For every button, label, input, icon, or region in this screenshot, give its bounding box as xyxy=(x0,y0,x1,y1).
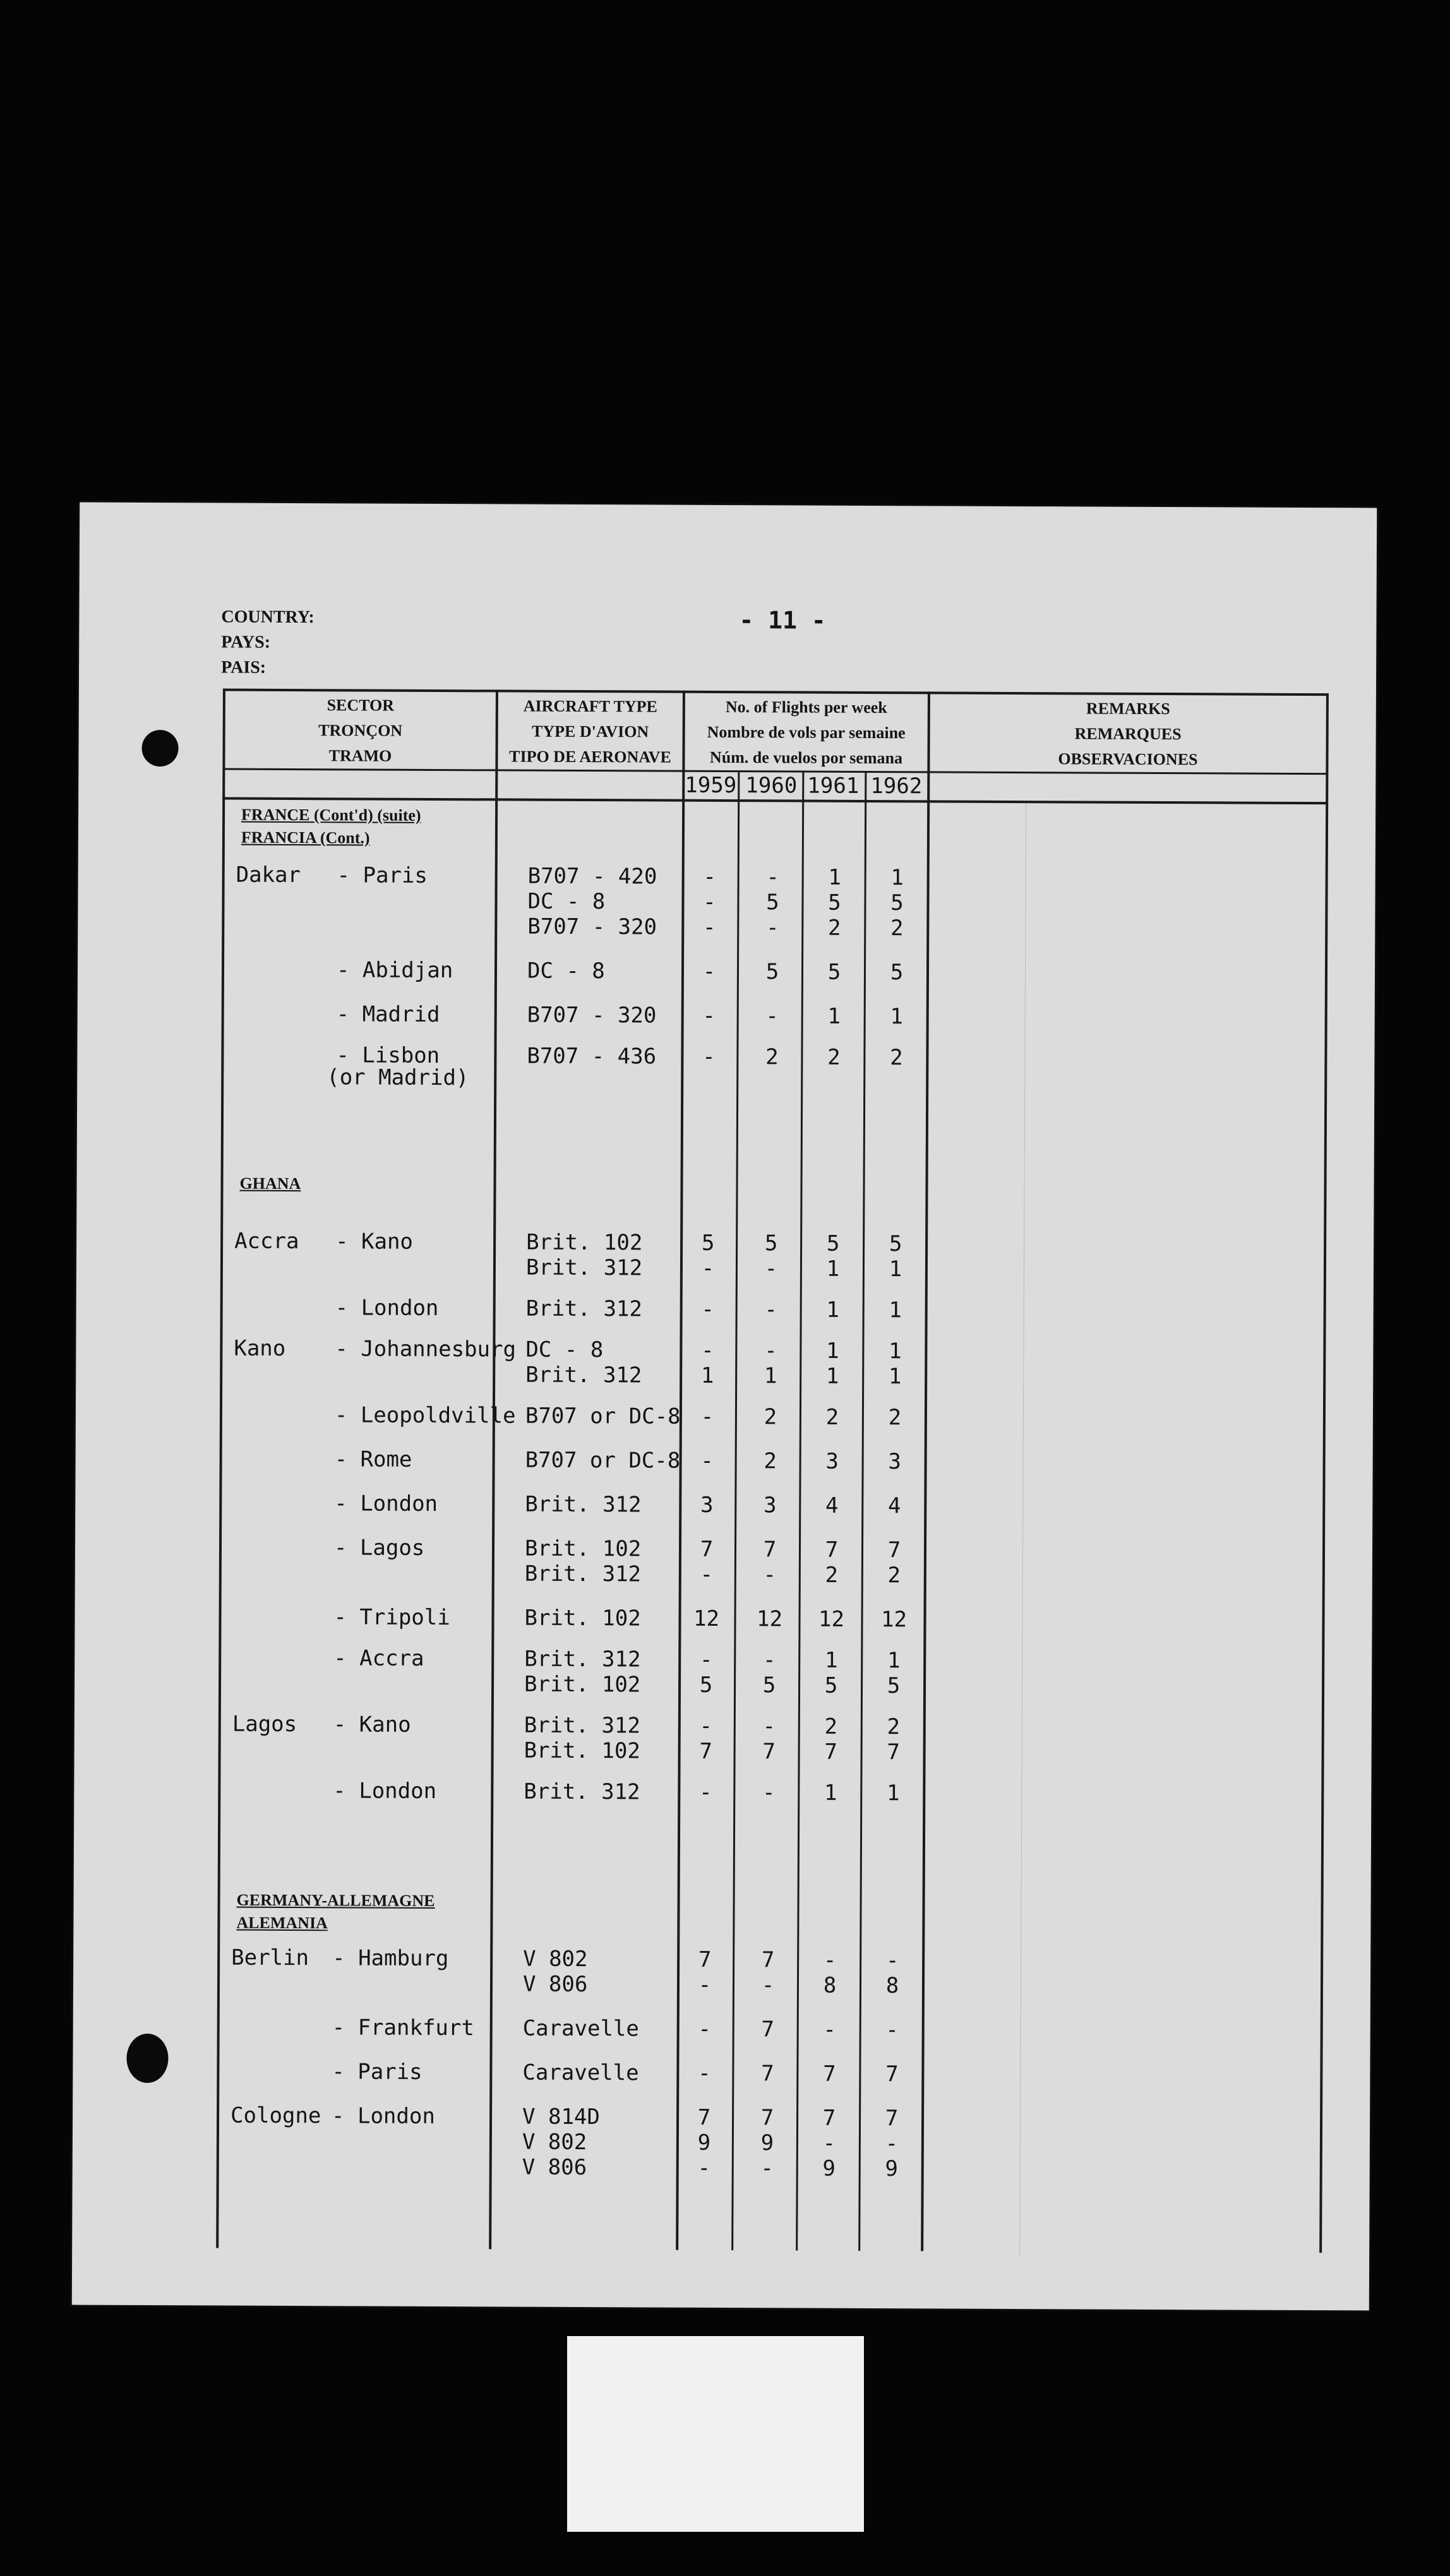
flights-1960: - xyxy=(762,1647,776,1673)
route-destination: (or Madrid) xyxy=(327,1064,469,1091)
route-destination: - Accra xyxy=(333,1645,424,1671)
flights-1960: 9 xyxy=(760,2130,774,2156)
flights-1960: 7 xyxy=(763,1537,777,1563)
aircraft-type: DC - 8 xyxy=(527,958,605,984)
flights-1961: 7 xyxy=(824,1739,837,1765)
flights-1960: - xyxy=(760,2156,774,2181)
document-page xyxy=(72,503,1377,2311)
remarks-header-es: OBSERVACIONES xyxy=(1058,749,1198,769)
route-origin: Cologne xyxy=(231,2102,321,2129)
flights-1962: 2 xyxy=(890,1045,903,1071)
country-label: COUNTRY: xyxy=(221,607,315,628)
year-1960: 1960 xyxy=(745,773,798,799)
flights-1959: 1 xyxy=(700,1363,714,1388)
flights-1961: 2 xyxy=(827,1044,841,1070)
flights-1962: 2 xyxy=(887,1563,901,1589)
route-destination: - Paris xyxy=(337,862,428,888)
flights-1962: 5 xyxy=(890,960,904,986)
flights-1961: 1 xyxy=(824,1647,838,1673)
flights-1962: 7 xyxy=(887,1739,900,1765)
flights-1962: 12 xyxy=(880,1607,908,1633)
flights-1960: 5 xyxy=(765,959,779,985)
aircraft-header-es: TIPO DE AERONAVE xyxy=(509,747,671,766)
flights-1961: 5 xyxy=(828,890,841,915)
flights-1961: 1 xyxy=(826,1297,839,1323)
aircraft-type: Brit. 312 xyxy=(524,1712,641,1739)
flights-1960: - xyxy=(765,1003,779,1029)
section-heading-line: FRANCE (Cont'd) (suite) xyxy=(241,805,421,825)
route-destination: - London xyxy=(333,1778,437,1804)
flights-1962: 1 xyxy=(889,1297,902,1323)
aircraft-type: Brit. 102 xyxy=(526,1229,643,1256)
flights-1959: 7 xyxy=(699,1738,712,1764)
aircraft-type: V 802 xyxy=(522,2129,587,2156)
flights-1962: - xyxy=(885,2131,899,2157)
flights-1960: 7 xyxy=(761,1947,775,1973)
punch-hole-bottom xyxy=(126,2034,168,2083)
flights-1960: - xyxy=(764,1256,778,1282)
flights-1960: 7 xyxy=(762,1739,776,1765)
page-number: - 11 - xyxy=(739,606,826,635)
route-destination: - Kano xyxy=(333,1712,411,1738)
section-france xyxy=(241,804,421,850)
flights-1960: 7 xyxy=(761,2061,774,2087)
flights-1959: - xyxy=(700,1561,714,1587)
flights-1961: 1 xyxy=(826,1338,839,1364)
remarks-header-en: REMARKS xyxy=(1086,699,1170,719)
route-destination: - Hamburg xyxy=(332,1945,449,1972)
aircraft-type: Brit. 312 xyxy=(525,1362,642,1388)
flights-1962: 2 xyxy=(888,1405,902,1431)
flights-1960: 3 xyxy=(763,1493,777,1518)
flights-1960: - xyxy=(761,1972,775,1998)
flights-1961: 1 xyxy=(824,1780,837,1806)
aircraft-type: Brit. 102 xyxy=(524,1738,640,1764)
flights-1961: 1 xyxy=(827,1003,841,1029)
flights-1961: 2 xyxy=(824,1714,838,1739)
aircraft-type: Brit. 102 xyxy=(524,1535,642,1562)
table-sector-divider xyxy=(489,689,498,2249)
route-origin: Dakar xyxy=(236,862,301,888)
flights-1959: - xyxy=(703,889,716,915)
flights-header-en: No. of Flights per week xyxy=(725,697,887,717)
flights-1959: - xyxy=(699,1647,713,1673)
flights-1959: - xyxy=(698,1972,712,1998)
flights-1961: - xyxy=(823,1947,837,1973)
aircraft-type: V 806 xyxy=(522,1971,588,1998)
flights-1959: - xyxy=(698,2060,711,2086)
flights-1961: 5 xyxy=(827,959,841,985)
flights-1959: 7 xyxy=(700,1536,714,1562)
faint-column-line xyxy=(1019,803,1026,2255)
flights-1962: 5 xyxy=(890,890,904,916)
flights-1961: 7 xyxy=(825,1537,839,1563)
flights-1962: 5 xyxy=(889,1231,902,1257)
route-destination: - Abidjan xyxy=(336,957,453,984)
sector-header-es: TRAMO xyxy=(328,746,392,765)
flights-1961: 2 xyxy=(825,1562,839,1588)
flights-1959: 9 xyxy=(697,2130,711,2156)
flights-1961: 9 xyxy=(822,2156,836,2181)
punch-hole-top xyxy=(141,730,178,766)
route-destination: - Frankfurt xyxy=(332,2015,474,2041)
aircraft-type: Brit. 102 xyxy=(524,1605,641,1631)
flights-1962: 7 xyxy=(887,1537,901,1563)
flights-1962: 9 xyxy=(885,2156,899,2182)
section-heading-line: GHANA xyxy=(239,1174,301,1193)
flights-header-es: Núm. de vuelos por semana xyxy=(709,748,903,768)
flights-1961: - xyxy=(822,2130,836,2156)
aircraft-type: DC - 8 xyxy=(525,1337,604,1363)
route-destination: - Madrid xyxy=(336,1001,440,1028)
route-origin: Lagos xyxy=(232,1711,297,1738)
flights-1959: 5 xyxy=(699,1672,713,1698)
flights-1962: - xyxy=(885,1948,899,1974)
remarks-header-fr: REMARQUES xyxy=(1074,724,1182,744)
flights-1962: 5 xyxy=(887,1673,901,1699)
flights-1960: 5 xyxy=(764,1231,778,1256)
aircraft-type: Brit. 312 xyxy=(525,1255,643,1281)
aircraft-type: B707 or DC-8 xyxy=(525,1403,681,1429)
pais-label: PAIS: xyxy=(221,657,267,677)
flights-1961: 2 xyxy=(827,915,841,941)
route-destination: - Paris xyxy=(332,2059,422,2085)
aircraft-type: Caravelle xyxy=(522,2015,640,2042)
sector-header xyxy=(225,693,496,770)
aircraft-type: B707 - 320 xyxy=(527,1002,657,1029)
flights-1962: 1 xyxy=(889,1256,902,1282)
flights-1960: - xyxy=(763,1562,777,1588)
aircraft-type: Brit. 312 xyxy=(524,1779,640,1805)
flights-1961: 4 xyxy=(825,1493,839,1518)
table-right-border xyxy=(1319,693,1329,2253)
flights-1960: 2 xyxy=(765,1044,779,1070)
route-origin: Accra xyxy=(234,1228,299,1255)
flights-1962: 3 xyxy=(888,1449,901,1475)
route-destination: - Kano xyxy=(335,1229,414,1255)
flights-1961: 7 xyxy=(823,2061,836,2087)
flights-1960: - xyxy=(764,1338,777,1364)
flights-1961: 1 xyxy=(826,1256,840,1282)
flights-1959: - xyxy=(703,864,716,890)
aircraft-type: B707 - 320 xyxy=(527,914,657,940)
flights-1959: - xyxy=(700,1404,714,1429)
year-1962: 1962 xyxy=(870,773,923,799)
flights-1959: - xyxy=(700,1448,714,1474)
route-destination: - London xyxy=(335,1295,439,1321)
flights-1960: 5 xyxy=(762,1673,776,1698)
flights-1959: 5 xyxy=(701,1230,715,1256)
year-1959: 1959 xyxy=(685,772,737,799)
remarks-header xyxy=(930,695,1326,773)
flights-1962: 8 xyxy=(885,1973,899,1999)
route-origin: Kano xyxy=(234,1335,286,1361)
route-destination: - Leopoldville xyxy=(334,1402,516,1429)
flights-1960: 2 xyxy=(764,1404,777,1430)
flights-1962: 1 xyxy=(886,1780,900,1806)
flights-1959: 7 xyxy=(698,1947,712,1972)
flights-1962: 2 xyxy=(887,1714,901,1740)
flights-1962: 4 xyxy=(887,1493,901,1519)
flights-1961: 12 xyxy=(818,1606,845,1632)
section-germany xyxy=(236,1889,434,1935)
aircraft-type: V 814D xyxy=(522,2104,601,2130)
aircraft-type: Caravelle xyxy=(522,2060,639,2086)
flights-1960: - xyxy=(762,1714,776,1739)
flights-1959: - xyxy=(701,1337,714,1363)
flights-1961: 5 xyxy=(826,1231,840,1256)
flights-1962: 1 xyxy=(888,1364,902,1390)
aircraft-header-en: AIRCRAFT TYPE xyxy=(523,696,657,716)
flights-1961: 2 xyxy=(825,1404,839,1430)
flights-1959: - xyxy=(701,1296,714,1322)
flights-1959: - xyxy=(702,1044,716,1070)
aircraft-header xyxy=(498,693,683,770)
route-destination: - Tripoli xyxy=(333,1604,450,1631)
flights-1960: - xyxy=(766,864,779,890)
year-1961: 1961 xyxy=(807,773,860,799)
aircraft-type: Brit. 312 xyxy=(524,1561,642,1587)
flights-1962: 1 xyxy=(887,1648,901,1674)
flights-1959: - xyxy=(702,914,716,940)
paper-slip xyxy=(567,2336,864,2532)
aircraft-type: Brit. 312 xyxy=(525,1296,642,1322)
section-heading-line: FRANCIA (Cont.) xyxy=(241,828,370,847)
flights-1959: 7 xyxy=(697,2104,711,2130)
sector-header-fr: TRONÇON xyxy=(318,721,403,740)
aircraft-type: Brit. 312 xyxy=(524,1646,641,1673)
flights-1959: - xyxy=(701,1255,715,1281)
route-destination: - Lagos xyxy=(333,1535,425,1561)
flights-1960: 5 xyxy=(766,890,779,915)
flights-1959: - xyxy=(702,958,716,984)
aircraft-type: V 802 xyxy=(523,1946,588,1972)
flights-1959: 3 xyxy=(700,1492,714,1518)
sector-header-en: SECTOR xyxy=(327,696,395,715)
flights-1962: 2 xyxy=(890,915,904,941)
flights-1962: - xyxy=(885,2017,899,2043)
flights-1961: 7 xyxy=(822,2105,836,2131)
table-left-border xyxy=(216,689,225,2248)
flights-1961: 8 xyxy=(823,1972,837,1998)
flights-1962: 7 xyxy=(885,2061,899,2087)
flights-1959: - xyxy=(697,2155,711,2181)
route-destination: - London xyxy=(332,2103,435,2130)
flights-1961: 1 xyxy=(825,1363,839,1389)
flights-1961: - xyxy=(823,2017,837,2042)
section-ghana xyxy=(239,1172,301,1195)
flights-1962: 7 xyxy=(885,2106,899,2132)
aircraft-type: DC - 8 xyxy=(527,888,606,915)
flights-1961: 1 xyxy=(828,864,841,890)
flights-1960: - xyxy=(765,915,779,941)
flights-1960: 1 xyxy=(764,1363,777,1389)
route-destination: - London xyxy=(334,1491,438,1517)
route-origin: Berlin xyxy=(231,1945,309,1971)
flights-1962: 1 xyxy=(890,865,904,891)
flights-1959: - xyxy=(698,2016,712,2042)
aircraft-type: V 806 xyxy=(522,2154,587,2181)
flights-1962: 1 xyxy=(890,1004,904,1030)
flights-1960: 2 xyxy=(764,1448,777,1474)
flights-1959: 12 xyxy=(693,1606,720,1631)
route-destination: - Lisbon xyxy=(336,1042,440,1069)
aircraft-type: Brit. 102 xyxy=(524,1671,641,1698)
section-heading-line: ALEMANIA xyxy=(236,1913,328,1933)
aircraft-type: Brit. 312 xyxy=(525,1491,642,1518)
flights-1960: 12 xyxy=(756,1606,783,1632)
flights-header xyxy=(685,695,928,772)
flights-header-fr: Nombre de vols par semaine xyxy=(707,722,906,742)
route-destination: - Rome xyxy=(334,1446,412,1472)
route-destination: - Johannesburg xyxy=(335,1336,517,1363)
flights-1959: - xyxy=(698,1779,712,1805)
pays-label: PAYS: xyxy=(221,632,271,652)
flights-1962: 1 xyxy=(889,1339,902,1364)
aircraft-header-fr: TYPE D'AVION xyxy=(532,722,649,741)
flights-1960: 7 xyxy=(760,2105,774,2131)
flights-1959: - xyxy=(702,1003,716,1029)
aircraft-type: B707 or DC-8 xyxy=(525,1447,681,1474)
aircraft-type: B707 - 420 xyxy=(527,863,657,890)
section-heading-line: GERMANY-ALLEMAGNE xyxy=(236,1890,435,1911)
flights-1959: - xyxy=(699,1713,713,1739)
flights-1960: - xyxy=(764,1297,777,1323)
aircraft-type: B707 - 436 xyxy=(527,1043,657,1070)
flights-1961: 5 xyxy=(824,1673,838,1698)
flights-1961: 3 xyxy=(825,1448,839,1474)
flights-1960: 7 xyxy=(761,2017,775,2042)
flights-1960: - xyxy=(762,1780,776,1806)
